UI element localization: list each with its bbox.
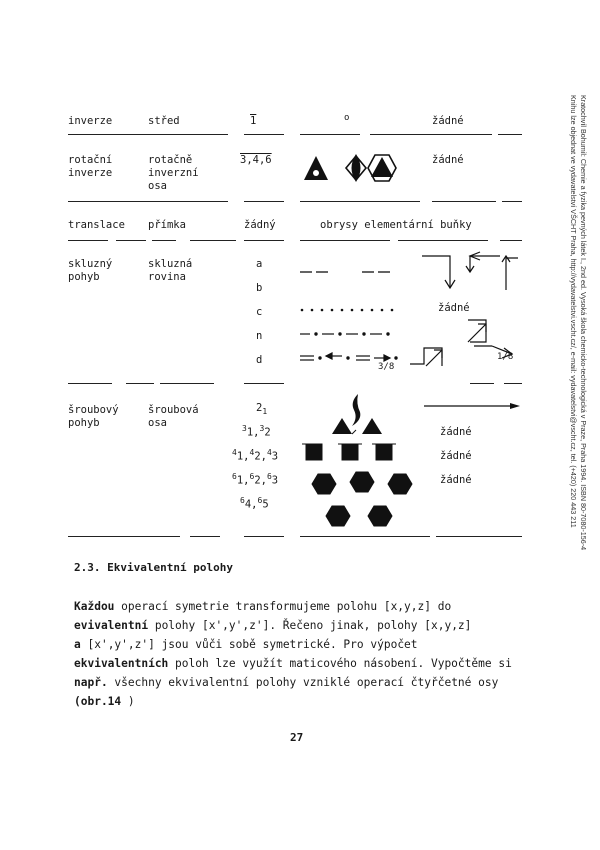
symbols-3-4-6-bar: 3,4,6: [240, 154, 272, 166]
element-stred: střed: [148, 115, 180, 127]
fraction-3-8: 3/8: [378, 362, 395, 372]
screw-symbols-3: $^3$1,$^3$2: [242, 424, 271, 439]
rule: [370, 134, 492, 135]
glide-letter-n: n: [256, 330, 263, 342]
rule: [470, 383, 494, 384]
glide-vertical-arrows: [422, 252, 518, 290]
element-primka: přímka: [148, 219, 186, 231]
translation-screw-3: žádné: [440, 426, 472, 438]
op-rotacni-inverze: rotační inverze: [68, 154, 113, 179]
rule: [68, 383, 112, 384]
element-skluzna-rovina: skluzná rovina: [148, 258, 193, 283]
fourfold-screw-icon: [302, 444, 396, 460]
rule: [300, 201, 420, 202]
translation-screw-6: žádné: [440, 474, 472, 486]
op-skluzny-pohyb: skluzný pohyb: [68, 258, 113, 283]
symbol-1-bar: 1: [250, 115, 257, 127]
op-inverze: inverze: [68, 115, 113, 127]
rule: [504, 383, 522, 384]
lens-square-icon: [346, 154, 366, 182]
glide-letter-a: a: [256, 258, 263, 270]
section-heading: 2.3. Ekvivalentní polohy: [74, 561, 233, 574]
translation-obrysy: obrysy elementární buňky: [320, 219, 472, 231]
rule: [190, 240, 236, 241]
rotoinversion-symbols: [296, 146, 406, 188]
rule: [244, 134, 284, 135]
paragraph-line: evivalentní polohy [x',y',z']. Řečeno jinak, polohy [x,y,z]: [74, 619, 472, 632]
paragraph: [74, 597, 524, 711]
rule: [244, 201, 284, 202]
paragraph-line: a [x',y',z'] jsou vůči sobě symetrické. Pro výpočet: [74, 638, 418, 651]
screw-axis-symbols: [296, 392, 426, 532]
translation-glide-c: žádné: [438, 302, 470, 314]
rule: [68, 240, 108, 241]
rule: [398, 240, 488, 241]
paragraph-line: ekvivalentních poloh lze využít maticového násobení. Vypočtěme si: [74, 657, 512, 670]
citation-line-1: Kratochvíl Bohumil: Chemie a fyzika pevných látek I., 2nd ed. Vysoká škola chemicko-technologická v Praze, Praha 1994. ISBN 80-7080-156-4: [579, 95, 588, 551]
screw-symbol-2-1: $2_1$: [256, 402, 268, 417]
hexagon-triangle-icon: [368, 155, 396, 181]
twofold-screw-icon: [352, 394, 360, 426]
element-sroubova-osa: šroubová osa: [148, 404, 199, 429]
rule: [68, 134, 228, 135]
glide-d-arrow-line: [300, 353, 397, 361]
glide-diagonal-arrows: [410, 320, 512, 366]
rule: [436, 536, 522, 537]
glide-letter-d: d: [256, 354, 263, 366]
paragraph-line: (obr.14 ): [74, 695, 135, 708]
citation-line-2: Knihu lze objednat ve vydavatelství VŠCHT Praha, http://vydavatelstvi.vscht.cz/, e-mail: vydavatelstvi@vscht.cz, tel. (+420) 220 443 211: [569, 95, 578, 528]
rule: [68, 536, 180, 537]
glide-c-dotted-line: [301, 309, 394, 312]
op-translace: translace: [68, 219, 125, 231]
glide-letter-b: b: [256, 282, 263, 294]
rule: [126, 383, 154, 384]
triangle-dot-icon: [304, 156, 328, 180]
rule: [160, 383, 214, 384]
rule: [498, 134, 522, 135]
translation-rotacni: žádné: [432, 154, 464, 166]
glide-n-dash-dot-line: [300, 333, 389, 335]
translation-screw-4: žádné: [440, 450, 472, 462]
rule: [300, 134, 360, 135]
symbol-zadny: žádný: [244, 219, 276, 231]
rule: [502, 201, 522, 202]
rule: [300, 240, 390, 241]
screw-symbols-6a: $^6$1,$^6$2,$^6$3: [232, 472, 279, 487]
rule: [68, 201, 228, 202]
rule: [116, 240, 146, 241]
rule: [300, 536, 430, 537]
symbol-o: o: [344, 113, 350, 123]
rule: [152, 240, 176, 241]
paragraph-line: Každou operací symetrie transformujeme polohu [x,y,z] do: [74, 600, 452, 613]
rule: [244, 383, 284, 384]
sixfold-screw-icon: [312, 472, 412, 526]
paragraph-line: např. všechny ekvivalentní polohy vzniklé operací čtyřčetné osy: [74, 676, 499, 689]
rule: [244, 240, 284, 241]
screw-symbols-6b: $^6$4,$^6$5: [240, 496, 269, 511]
rule: [244, 536, 284, 537]
rule: [432, 201, 496, 202]
screw-translation-arrow: [424, 400, 524, 412]
glide-plane-symbols: [290, 250, 530, 380]
side-citation: [568, 95, 588, 550]
element-rotacne-inverzni-osa: rotačně inverzní osa: [148, 154, 199, 192]
translation-inverze: žádné: [432, 115, 464, 127]
rule: [500, 240, 522, 241]
glide-letter-c: c: [256, 306, 263, 318]
rule: [190, 536, 220, 537]
screw-symbols-4: $^4$1,$^4$2,$^4$3: [232, 448, 279, 463]
page-number: 27: [290, 731, 304, 744]
fraction-1-8: 1/8: [497, 352, 514, 362]
op-sroubovy-pohyb: šroubový pohyb: [68, 404, 119, 429]
